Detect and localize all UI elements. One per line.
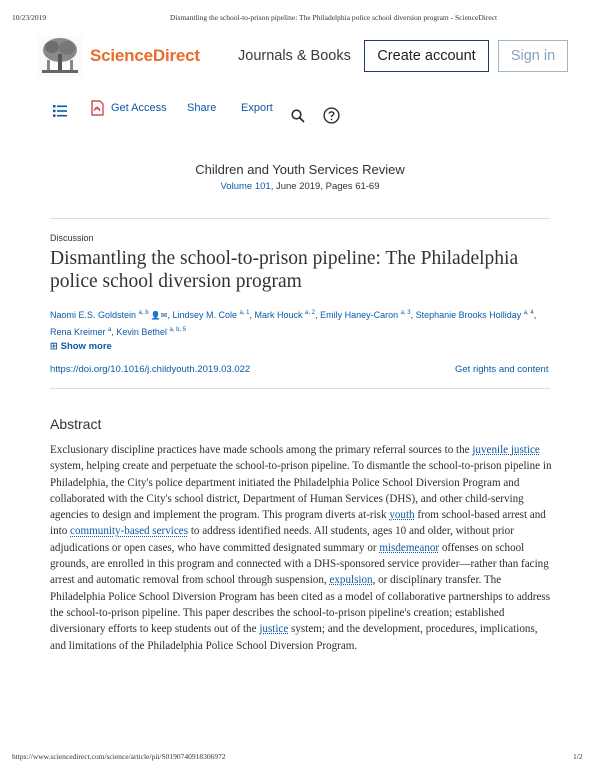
author-separator: , (249, 310, 255, 320)
export-button[interactable]: Export (241, 102, 273, 114)
article-type: Discussion (50, 233, 94, 243)
abstract-term-link[interactable]: youth (389, 509, 415, 522)
author-link[interactable]: Lindsey M. Cole $^{a, 1}$ (172, 310, 250, 320)
share-button[interactable]: Share (187, 102, 217, 114)
author-link[interactable]: Stephanie Brooks Holliday $^{a, 4}$ (415, 310, 534, 320)
show-more-label: Show more (60, 341, 112, 352)
sciencedirect-logo[interactable]: ScienceDirect (90, 46, 200, 65)
abstract-text-segment: offenses on school grounds, are enrolled in this program and connected with a DHS-sponsored service provider—rather than facing arrest and automatic removal from school through suspension, (50, 541, 549, 587)
author-separator: , (167, 310, 173, 320)
author-link[interactable]: Rena Kreimer $^a$ (50, 327, 112, 337)
author-affiliation: a, 1 (239, 310, 250, 316)
journal-title[interactable]: Children and Youth Services Review (195, 162, 405, 177)
author-separator: , (111, 327, 117, 337)
journals-books-link[interactable]: Journals & Books (238, 48, 351, 64)
abstract-text-segment: from school-based arrest and into (50, 509, 546, 538)
author-affiliation: a, 2 (305, 310, 316, 316)
author-link[interactable]: Kevin Bethel $^{a, b, 5}$ (116, 327, 187, 337)
abstract-text-segment: Exclusionary discipline practices have made schools among the primary referral sources to the (50, 444, 473, 456)
author-profile-email-icon[interactable]: 👤✉ (148, 311, 168, 320)
abstract-text-segment: to address identified needs. All students, ages 10 and older, without prior adjudications or open cases, who have committed designated summary or (50, 525, 514, 554)
abstract-term-link[interactable]: juvenile justice (472, 444, 540, 456)
author-list (50, 306, 554, 339)
author-separator: , (315, 310, 321, 320)
author-affiliation: a (108, 327, 112, 333)
author-affiliation: a, b, 5 (169, 327, 187, 333)
abstract-term-link[interactable]: misdemeanor (379, 541, 440, 554)
volume-link[interactable]: Volume 101 (220, 181, 271, 192)
author-separator: , (410, 310, 416, 320)
divider (50, 388, 550, 389)
elsevier-logo-icon[interactable] (38, 36, 82, 76)
abstract-term-link[interactable]: justice (259, 623, 289, 636)
article-title: Dismantling the school-to-prison pipeline: The Philadelphia police school diversion program (50, 248, 519, 292)
rights-link[interactable]: Get rights and content (455, 364, 549, 375)
abstract-text-segment: , or disciplinary transfer. The Philadelphia Police School Diversion Program has been cited as a model of collaborative partnerships to address the school-to-prison pipeline. This paper describes the school-to-prison pipeline's creation; established diversionary efforts to keep students out of the (50, 574, 551, 636)
help-icon[interactable] (323, 107, 340, 129)
divider (50, 218, 550, 219)
author-separator: , (533, 310, 537, 320)
expand-icon: ⊞ (50, 341, 61, 352)
abstract-text (50, 442, 552, 654)
abstract-heading: Abstract (50, 416, 102, 432)
abstract-term-link[interactable]: expulsion (329, 574, 373, 587)
author-affiliation: a, 3 (400, 310, 411, 316)
show-more-button[interactable] (50, 341, 112, 352)
create-account-button[interactable]: Create account (364, 40, 489, 72)
author-link[interactable]: Mark Houck $^{a, 2}$ (254, 310, 316, 320)
search-icon[interactable] (291, 109, 305, 128)
sign-in-button[interactable]: Sign in (498, 40, 568, 72)
author-link[interactable]: Naomi E.S. Goldstein $^{a, b}$ 👤✉ (50, 310, 168, 320)
doi-link[interactable]: https://doi.org/10.1016/j.childyouth.2019.03.022 (50, 364, 251, 375)
author-affiliation: a, b (138, 310, 149, 316)
issue-info: , June 2019, Pages 61-69 (270, 181, 380, 192)
author-affiliation: a, 4 (523, 310, 534, 316)
abstract-text-segment: system; and the development, procedures, implications, and limitations of the Philadelphia Police School Diversion Program. (50, 623, 538, 652)
get-access-link[interactable]: Get Access (111, 102, 167, 114)
volume-info (0, 181, 600, 192)
print-page-number: 1/2 (573, 752, 583, 761)
abstract-term-link[interactable]: community-based services (70, 525, 189, 538)
author-link[interactable]: Emily Haney-Caron $^{a, 3}$ (320, 310, 411, 320)
pdf-icon (91, 100, 104, 121)
print-page-title: Dismantling the school-to-prison pipeline: The Philadelphia police school diversion program - ScienceDirect (170, 13, 498, 22)
print-date: 10/23/2019 (12, 13, 47, 22)
print-url: https://www.sciencedirect.com/science/article/pii/S0190740918306972 (12, 752, 226, 761)
outline-menu-icon[interactable] (53, 104, 67, 122)
abstract-text-segment: system, helping create and perpetuate the school-to-prison pipeline. To dismantle the school-to-prison pipeline in Philadelphia, the City's police department initiated the Philadelphia Police School Diversion Program and collaborated with the City's school district, Department of Human Services (DHS), and other child-serving agencies to design and implement the program. This program diverts at-risk (50, 460, 552, 522)
